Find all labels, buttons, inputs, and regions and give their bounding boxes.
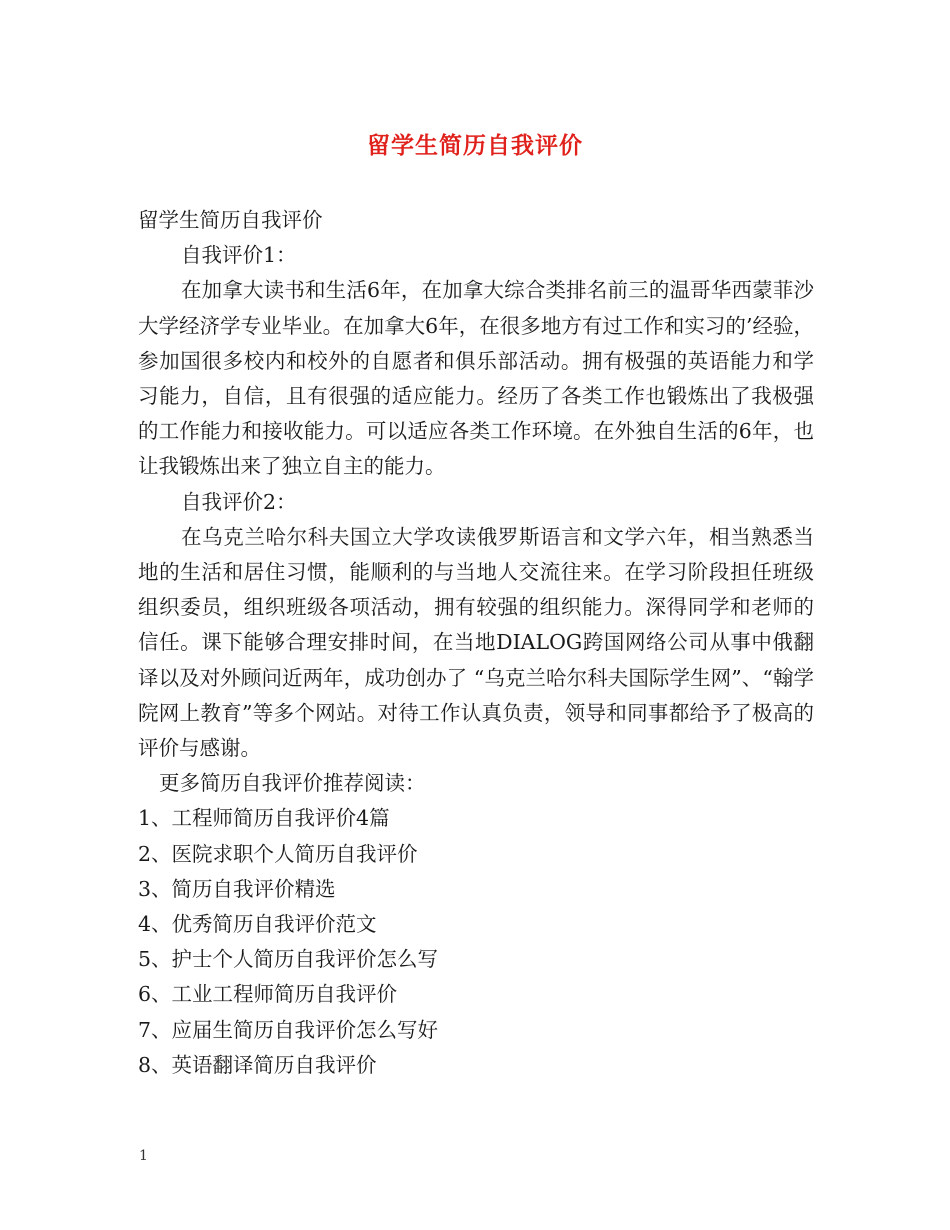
document-body (138, 203, 814, 1083)
section-paragraph-1: 在加拿大读书和生活6年，在加拿大综合类排名前三的温哥华西蒙菲沙大学经济学专业毕业。在加拿大6年，在很多地方有过工作和实习的’经验，参加国很多校内和校外的自愿者和俱乐部活动。拥有极强的英语能力和学习能力，自信，且有很强的适应能力。经历了各类工作也锻炼出了我极强的工作能力和接收能力。可以适应各类工作环境。在外独自生活的6年，也让我锻炼出来了独立自主的能力。 (138, 278, 814, 479)
recommend-link-1[interactable]: 1、工程师简历自我评价4篇 (138, 806, 390, 831)
section-heading-1: 自我评价1： (181, 243, 297, 268)
recommend-link-7[interactable]: 7、应届生简历自我评价怎么写好 (138, 1017, 439, 1042)
document-title: 留学生简历自我评价 (367, 132, 583, 159)
section-heading-2: 自我评价2： (181, 489, 297, 514)
recommend-link-5[interactable]: 5、护士个人简历自我评价怎么写 (138, 947, 439, 972)
recommend-link-8[interactable]: 8、英语翻译简历自我评价 (138, 1052, 377, 1077)
recommend-link-4[interactable]: 4、优秀简历自我评价范文 (138, 912, 377, 937)
recommend-link-2[interactable]: 2、医院求职个人简历自我评价 (138, 841, 418, 866)
document-subtitle: 留学生简历自我评价 (138, 208, 323, 232)
recommend-heading: 更多简历自我评价推荐阅读： (159, 771, 426, 796)
recommend-link-6[interactable]: 6、工业工程师简历自我评价 (138, 982, 398, 1007)
recommend-link-3[interactable]: 3、简历自我评价精选 (138, 876, 336, 901)
section-paragraph-2: 在乌克兰哈尔科夫国立大学攻读俄罗斯语言和文学六年，相当熟悉当地的生活和居住习惯，能顺利的与当地人交流往来。在学习阶段担任班级组织委员，组织班级各项活动，拥有较强的组织能力。深得同学和老师的信任。课下能够合理安排时间，在当地DIALOG跨国网络公司从事中俄翻译以及对外顾问近两年，成功创办了 “乌克兰哈尔科夫国际学生网”、“翰学院网上教育”等多个网站。对待工作认真负责，领导和同事都给予了极高的评价与感谢。 (138, 524, 814, 761)
page-number: 1 (139, 1148, 148, 1164)
